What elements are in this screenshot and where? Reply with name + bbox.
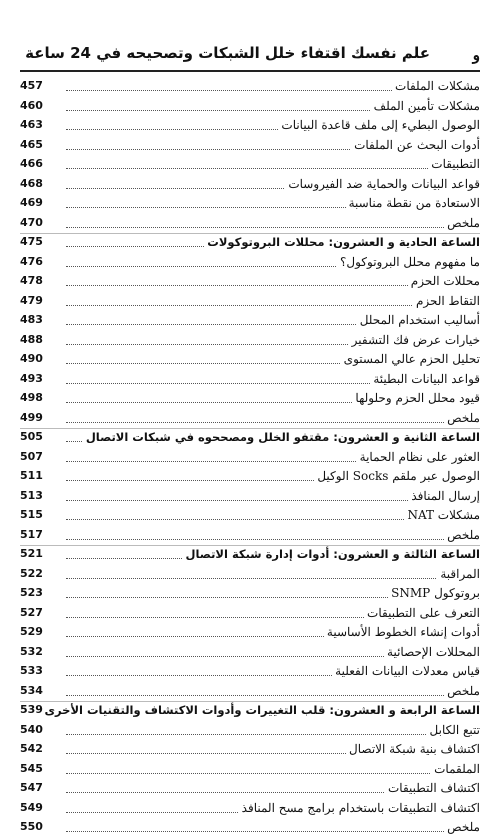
toc-leader-dots xyxy=(66,578,480,579)
toc-leader-dots xyxy=(66,227,480,228)
toc-page-number: 540 xyxy=(20,722,43,736)
toc-page-number: 549 xyxy=(20,800,43,814)
toc-entry xyxy=(20,526,480,546)
toc-page-number: 499 xyxy=(20,410,43,424)
toc-page-number: 465 xyxy=(20,137,43,151)
toc-entry xyxy=(20,604,480,624)
page-letter: و xyxy=(472,46,480,64)
toc-entry-title: قواعد البيانات والحماية ضد الفيروسات xyxy=(285,177,480,191)
toc-page-number: 505 xyxy=(20,430,43,443)
toc-entry-title: اكتشاف بنية شبكة الاتصال xyxy=(346,742,480,756)
toc-section-heading xyxy=(20,233,480,253)
toc-page-number: 493 xyxy=(20,371,43,385)
toc-entry-title: بروتوكول SNMP xyxy=(388,586,480,600)
toc-entry-title: اكتشاف التطبيقات باستخدام برامج مسح المنافذ xyxy=(239,801,480,815)
toc-entry-title: اكتشاف التطبيقات xyxy=(385,781,480,795)
toc-page-number: 490 xyxy=(20,352,43,365)
toc-page-number: 542 xyxy=(20,742,43,755)
toc-page-number: 533 xyxy=(20,664,43,677)
toc-entry-title: ملخص xyxy=(444,411,480,425)
toc-entry-title: الساعة الحادية و العشرون: محللات البروتوكولات xyxy=(204,235,480,249)
toc-section-heading xyxy=(20,545,480,565)
toc-page-number: 469 xyxy=(20,196,43,209)
toc-entry xyxy=(20,311,480,331)
toc-entry xyxy=(20,116,480,136)
toc-entry xyxy=(20,214,480,234)
toc-entry xyxy=(20,194,480,214)
toc-entry xyxy=(20,155,480,175)
toc-entry xyxy=(20,253,480,273)
toc-entry-title: مشكلات تأمين الملف xyxy=(371,99,480,113)
toc-entry-title: الاستعادة من نقطة مناسبة xyxy=(346,196,480,210)
toc-entry xyxy=(20,565,480,585)
toc-entry-title: قياس معدلات البيانات الفعلية xyxy=(332,664,480,678)
toc-page-number: 479 xyxy=(20,293,43,307)
toc-entry-title: مشكلات NAT xyxy=(404,508,480,522)
toc-page-number: 463 xyxy=(20,118,43,131)
toc-page-number: 547 xyxy=(20,781,43,794)
toc-entry-title: الساعة الرابعة و العشرون: قلب التغييرات وأدوات الاكتشاف والتقنيات الأخرى xyxy=(41,703,480,717)
toc-page-number: 511 xyxy=(20,469,43,482)
toc-entry xyxy=(20,584,480,604)
toc-entry xyxy=(20,721,480,741)
toc-section-heading xyxy=(20,428,480,448)
toc-leader-dots xyxy=(66,168,480,169)
toc-entry xyxy=(20,643,480,663)
toc-entry-title: التطبيقات xyxy=(428,157,480,171)
toc-entry xyxy=(20,77,480,97)
toc-page-number: 517 xyxy=(20,527,43,541)
toc-entry-title: ما مفهوم محلل البروتوكول؟ xyxy=(337,255,480,269)
toc-entry-title: التعرف على التطبيقات xyxy=(364,606,480,620)
toc-entry-title: العثور على نظام الحماية xyxy=(357,450,480,464)
toc-entry xyxy=(20,506,480,526)
toc-page-number: 522 xyxy=(20,566,43,580)
toc-entry-title: إرسال المنافذ xyxy=(408,489,480,503)
toc-entry xyxy=(20,136,480,156)
toc-entry-title: مشكلات الملفات xyxy=(392,79,480,93)
toc-entry xyxy=(20,760,480,780)
toc-leader-dots xyxy=(66,773,480,774)
toc-page-number: 488 xyxy=(20,332,43,346)
toc-page-number: 507 xyxy=(20,449,43,463)
toc-page-number: 523 xyxy=(20,586,43,599)
toc-entry-title: ملخص xyxy=(444,528,480,542)
toc-entry-title: ملخص xyxy=(444,684,480,698)
toc-entry-title: قواعد البيانات البطيئة xyxy=(370,372,480,386)
toc-entry xyxy=(20,818,480,838)
toc-page-number: 483 xyxy=(20,313,43,326)
toc-entry xyxy=(20,175,480,195)
toc-entry-title: أدوات إنشاء الخطوط الأساسية xyxy=(324,625,480,639)
toc-entry-title: تحليل الحزم عالي المستوى xyxy=(341,352,480,366)
header-rule xyxy=(20,70,480,72)
toc-entry-title: أساليب استخدام المحلل xyxy=(357,313,480,327)
toc-entry xyxy=(20,623,480,643)
toc-page-number: 466 xyxy=(20,157,43,170)
toc-leader-dots xyxy=(66,539,480,540)
toc-page-number: 476 xyxy=(20,254,43,268)
toc-entry-title: تتبع الكابل xyxy=(427,723,480,737)
toc-entry xyxy=(20,448,480,468)
toc-page-number: 550 xyxy=(20,820,43,833)
toc-entry-title: ملخص xyxy=(444,820,480,834)
toc-entry-title: التقاط الحزم xyxy=(413,294,480,308)
toc-entry xyxy=(20,409,480,429)
toc-page-number: 532 xyxy=(20,644,43,658)
toc-page-number: 498 xyxy=(20,391,43,404)
toc-entry-title: محللات الحزم xyxy=(408,274,480,288)
toc-leader-dots xyxy=(66,734,480,735)
toc-page-number: 529 xyxy=(20,625,43,638)
toc-page-number: 457 xyxy=(20,79,43,92)
toc-entry-title: ملخص xyxy=(444,216,480,230)
toc-entry xyxy=(20,467,480,487)
toc-entry xyxy=(20,331,480,351)
page-header xyxy=(20,44,480,70)
toc-page-number: 515 xyxy=(20,508,43,521)
toc-page-number: 460 xyxy=(20,98,43,112)
table-of-contents xyxy=(20,77,480,838)
toc-entry xyxy=(20,370,480,390)
toc-entry-title: المحللات الإحصائية xyxy=(384,645,480,659)
toc-entry xyxy=(20,97,480,117)
toc-entry-title: المراقبة xyxy=(437,567,480,581)
toc-page-number: 521 xyxy=(20,547,43,560)
toc-entry xyxy=(20,350,480,370)
toc-page-number: 513 xyxy=(20,488,43,502)
toc-page-number: 527 xyxy=(20,605,43,619)
toc-entry-title: الساعة الثانية و العشرون: مقتفو الخلل ومصححوه في شبكات الاتصال xyxy=(83,430,480,444)
toc-leader-dots xyxy=(66,422,480,423)
toc-entry xyxy=(20,682,480,702)
toc-page-number: 470 xyxy=(20,215,43,229)
toc-entry xyxy=(20,740,480,760)
toc-entry-title: قيود محلل الحزم وحلولها xyxy=(352,391,480,405)
toc-entry-title: أدوات البحث عن الملفات xyxy=(351,138,480,152)
toc-entry xyxy=(20,487,480,507)
toc-entry xyxy=(20,272,480,292)
toc-entry-title: الملقمات xyxy=(431,762,480,776)
toc-entry-title: الوصول البطيء إلى ملف قاعدة البيانات xyxy=(278,118,480,132)
toc-page-number: 475 xyxy=(20,235,43,248)
toc-leader-dots xyxy=(66,695,480,696)
toc-page-number: 478 xyxy=(20,274,43,287)
toc-page-number: 545 xyxy=(20,761,43,775)
toc-page-number: 468 xyxy=(20,176,43,190)
toc-page-number: 539 xyxy=(20,703,43,716)
toc-entry-title: خيارات عرض فك التشفير xyxy=(349,333,480,347)
toc-entry-title: الوصول عبر ملقم Socks الوكيل xyxy=(314,469,480,483)
toc-entry xyxy=(20,389,480,409)
toc-entry-title: الساعة الثالثة و العشرون: أدوات إدارة شبكة الاتصال xyxy=(182,547,480,561)
toc-page-number: 534 xyxy=(20,683,43,697)
book-title: علم نفسك اقتفاء خلل الشبكات وتصحيحه في 24 ساعة xyxy=(25,44,430,62)
toc-leader-dots xyxy=(66,831,480,832)
toc-section-heading xyxy=(20,701,480,721)
toc-entry xyxy=(20,292,480,312)
toc-entry xyxy=(20,662,480,682)
toc-entry xyxy=(20,799,480,819)
